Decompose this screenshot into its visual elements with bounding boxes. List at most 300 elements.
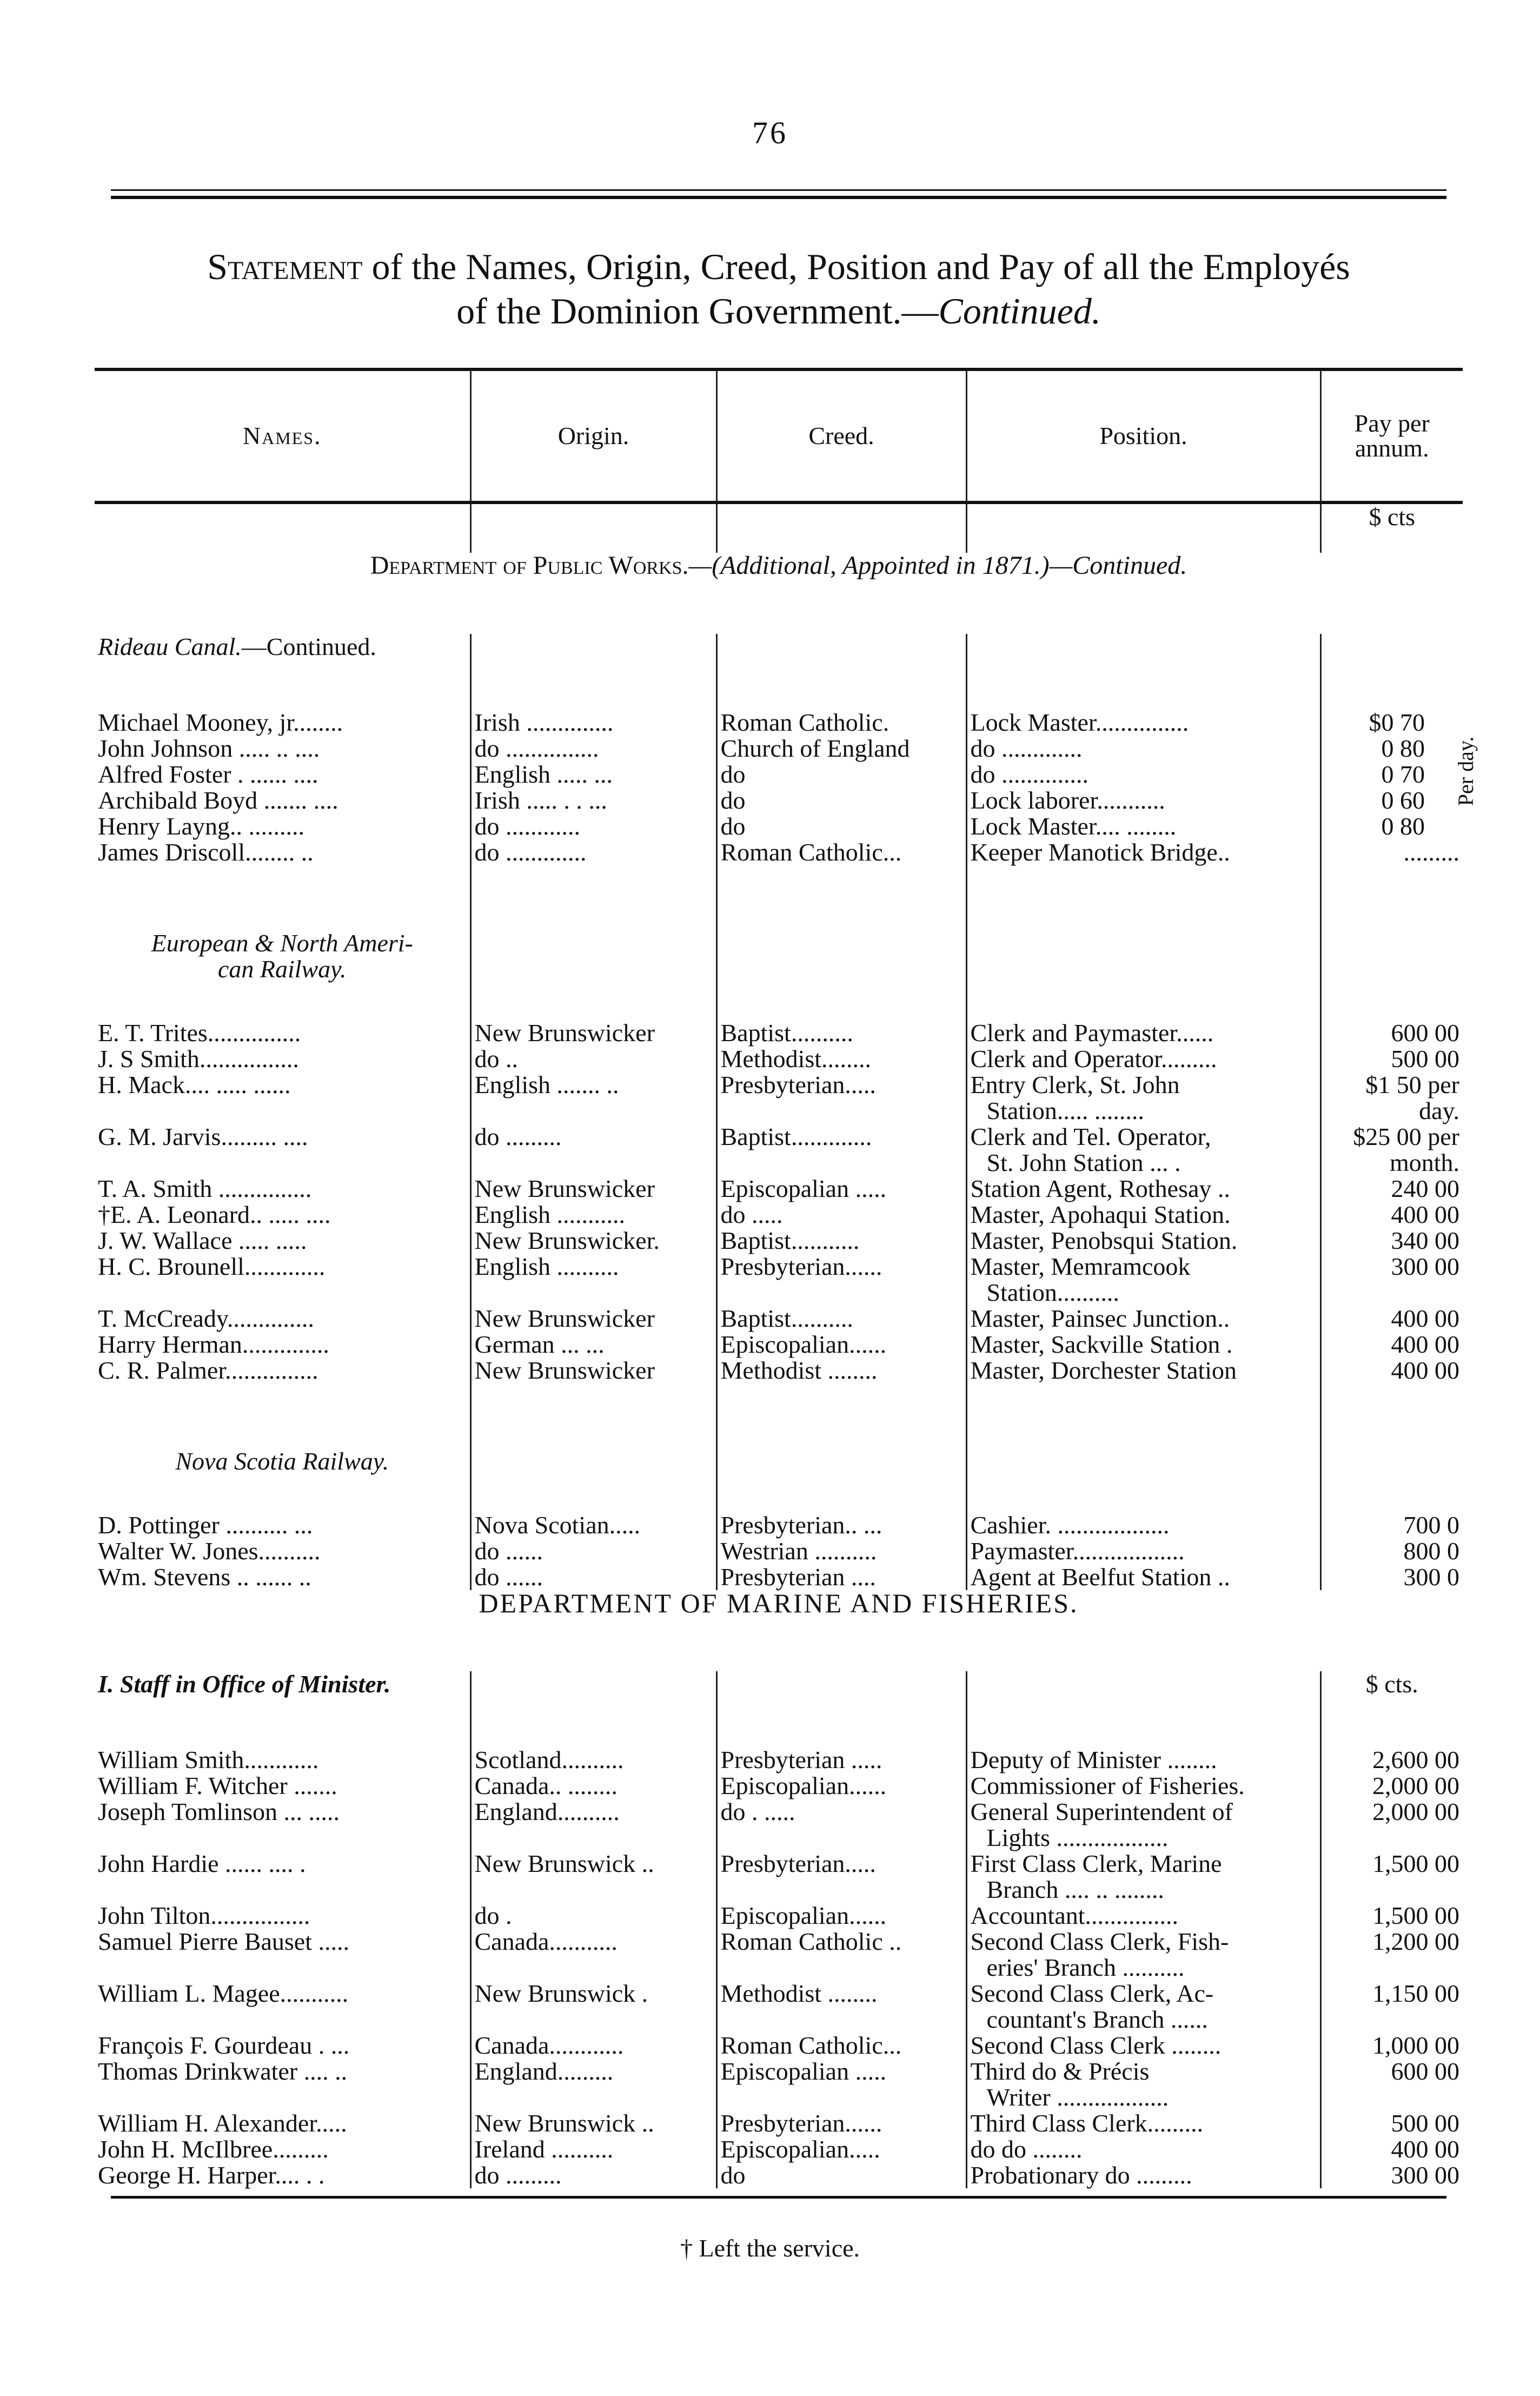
- col-creed: Creed.: [716, 369, 966, 502]
- name-cell-text: William F. Witcher .......: [98, 1772, 337, 1799]
- position-cell-text: First Class Clerk, Marine: [970, 1850, 1222, 1877]
- name-cell: [95, 2110, 470, 2136]
- top-rule-thick: [111, 196, 1446, 199]
- position-cell: [966, 736, 1320, 762]
- pay-cell: [1320, 1564, 1463, 1590]
- creed-cell-text: Episcopalian .....: [720, 1175, 887, 1202]
- pay-cell: [1320, 1020, 1463, 1046]
- name-cell: [95, 1072, 470, 1124]
- name-cell: [95, 1538, 470, 1564]
- origin-cell-text: England..........: [474, 1798, 620, 1825]
- dept-marine-title: DEPARTMENT OF MARINE AND FISHERIES.: [479, 1588, 1079, 1618]
- creed-cell-text: Baptist..........: [720, 1019, 853, 1047]
- name-cell-text: Thomas Drinkwater .... ..: [98, 2057, 348, 2085]
- pay-cell-text: 0 60: [1381, 786, 1425, 814]
- pay-cell: [1320, 1332, 1463, 1358]
- section-nova-scotia: [95, 1448, 1463, 1474]
- marine-pay-units: $ cts.: [1320, 1671, 1463, 1709]
- origin-cell: [470, 1903, 716, 1929]
- name-cell: [95, 2136, 470, 2162]
- creed-cell-text: Roman Catholic.: [720, 709, 890, 736]
- name-cell-text: C. R. Palmer...............: [98, 1356, 318, 1384]
- origin-cell-text: Ireland ..........: [474, 2135, 614, 2163]
- name-cell: [95, 1747, 470, 1773]
- origin-cell: [470, 1773, 716, 1799]
- creed-cell-text: Methodist ........: [720, 1980, 878, 2007]
- table-row: [95, 1072, 1463, 1124]
- origin-cell-text: Canada.. ........: [474, 1772, 618, 1799]
- pay-cell-text: 400 00: [1391, 1305, 1459, 1332]
- pay-cell: [1320, 1358, 1463, 1384]
- position-cell-text: Second Class Clerk, Fish-: [970, 1928, 1229, 1955]
- table-row: [95, 1799, 1463, 1851]
- origin-cell: [470, 1202, 716, 1228]
- origin-cell-text: do ............: [474, 812, 580, 840]
- pay-cell: [1320, 1306, 1463, 1332]
- position-cell: [966, 1851, 1320, 1903]
- name-cell-text: Alfred Foster . ...... ....: [98, 760, 318, 788]
- origin-cell-text: New Brunswicker: [474, 1305, 655, 1332]
- pay-cell-text-line2: 2,000 00: [1372, 1798, 1459, 1825]
- position-cell-text: Master, Sackville Station .: [970, 1331, 1233, 1358]
- name-cell-text: John H. McIlbree.........: [98, 2135, 329, 2163]
- name-cell-text: John Hardie ...... .... .: [98, 1850, 306, 1877]
- position-cell-text: Commissioner of Fisheries.: [970, 1772, 1245, 1799]
- table-row: [95, 1176, 1463, 1202]
- table-row: [95, 839, 1463, 865]
- name-cell-text: William H. Alexander.....: [98, 2109, 347, 2137]
- origin-cell-text: Canada...........: [474, 1928, 618, 1955]
- pay-units: $ cts: [1320, 502, 1463, 553]
- table-row: [95, 1851, 1463, 1903]
- origin-cell-text: New Brunswicker: [474, 1175, 655, 1202]
- table-row: [95, 1538, 1463, 1564]
- table-row: [95, 1903, 1463, 1929]
- creed-cell: [716, 813, 966, 839]
- creed-cell: [716, 2136, 966, 2162]
- name-cell: [95, 1512, 470, 1538]
- origin-cell-text: New Brunswicker: [474, 1019, 655, 1047]
- pay-cell: [1320, 1538, 1463, 1564]
- position-cell-text: Paymaster..................: [970, 1537, 1185, 1565]
- name-cell-text: E. T. Trites...............: [98, 1019, 301, 1047]
- creed-cell: [716, 2059, 966, 2110]
- position-cell: [966, 1773, 1320, 1799]
- name-cell-text: Wm. Stevens .. ...... ..: [98, 1563, 311, 1591]
- origin-cell: [470, 1046, 716, 1072]
- position-cell: [966, 1929, 1320, 1981]
- creed-cell-text: Baptist...........: [720, 1227, 860, 1254]
- position-cell: [966, 1306, 1320, 1332]
- origin-cell: [470, 1799, 716, 1851]
- pay-cell: [1320, 2110, 1463, 2136]
- creed-cell: [716, 1046, 966, 1072]
- origin-cell: [470, 2110, 716, 2136]
- creed-cell-text: Episcopalian .....: [720, 2057, 887, 2085]
- origin-cell-text: Canada............: [474, 2031, 624, 2059]
- employee-table: [95, 368, 1478, 2189]
- creed-cell: [716, 2110, 966, 2136]
- column-header-row: [95, 369, 1463, 502]
- origin-cell-text: do .: [474, 1902, 512, 1929]
- table-row: [95, 1228, 1463, 1254]
- position-cell: [966, 1981, 1320, 2033]
- creed-cell: [716, 1851, 966, 1903]
- creed-cell: [716, 1020, 966, 1046]
- creed-cell-text: Episcopalian......: [720, 1772, 887, 1799]
- creed-cell: [716, 1799, 966, 1851]
- origin-cell: [470, 1228, 716, 1254]
- creed-cell: [716, 1306, 966, 1332]
- position-cell: [966, 1228, 1320, 1254]
- origin-cell-text: English ...........: [474, 1201, 626, 1228]
- pay-cell-text: 300 0: [1403, 1563, 1459, 1591]
- pay-cell: [1320, 1228, 1463, 1254]
- pay-cell-text: 500 00: [1391, 2109, 1459, 2137]
- section-marine-staff: [95, 1671, 1463, 1709]
- name-cell-text: Harry Herman..............: [98, 1331, 329, 1358]
- pay-cell: [1320, 1903, 1463, 1929]
- creed-cell-text: do: [720, 2161, 746, 2189]
- origin-cell-text: do ......: [474, 1563, 543, 1591]
- pay-cell-text-line2: 1,200 00: [1372, 1928, 1459, 1955]
- name-cell: [95, 839, 470, 865]
- creed-cell-text: Baptist..........: [720, 1305, 853, 1332]
- position-cell-text: Clerk and Paymaster......: [970, 1019, 1214, 1047]
- origin-cell-text: Scotland..........: [474, 1746, 624, 1773]
- name-cell: [95, 762, 470, 787]
- position-cell: [966, 1538, 1320, 1564]
- name-cell: [95, 1773, 470, 1799]
- name-cell-text: William Smith............: [98, 1746, 319, 1773]
- top-rule-thin: [111, 189, 1446, 191]
- european-label-2: can Railway.: [217, 955, 347, 983]
- name-cell: [95, 1254, 470, 1306]
- pay-cell: [1320, 1773, 1463, 1799]
- rideau-label: Rideau Canal.: [98, 633, 242, 660]
- creed-cell: [716, 1929, 966, 1981]
- creed-cell-text: Presbyterian......: [720, 1253, 882, 1280]
- position-cell-text: Accountant...............: [970, 1902, 1179, 1929]
- creed-cell: [716, 1228, 966, 1254]
- creed-cell-text: Presbyterian.....: [720, 1071, 876, 1098]
- pay-cell-text-line2: 300 00: [1391, 1253, 1459, 1280]
- dept-pw-title: Department of Public Works.: [370, 551, 689, 580]
- table-row: [95, 1512, 1463, 1538]
- creed-cell: [716, 839, 966, 865]
- creed-cell-text: Roman Catholic ..: [720, 1928, 902, 1955]
- pay-cell: [1320, 1124, 1463, 1176]
- section-european: [95, 930, 1463, 982]
- name-cell: [95, 1020, 470, 1046]
- origin-cell: [470, 1176, 716, 1202]
- origin-cell: [470, 1358, 716, 1384]
- marine-staff-label: I. Staff in Office of Minister.: [98, 1670, 391, 1698]
- table-row: [95, 736, 1463, 762]
- name-cell: [95, 1903, 470, 1929]
- per-day-note: Per day.: [1453, 736, 1478, 806]
- pay-cell-text-line2: 600 00: [1391, 2057, 1459, 2085]
- name-cell-text: J. S Smith................: [98, 1045, 299, 1073]
- name-cell-text: †E. A. Leonard.. ..... ....: [98, 1201, 331, 1228]
- creed-cell-text: Methodist ........: [720, 1356, 878, 1384]
- table-row: [95, 2136, 1463, 2162]
- section-rideau: [95, 634, 1463, 672]
- position-cell-text: do do ........: [970, 2135, 1083, 2163]
- creed-cell-text: Presbyterian.. ...: [720, 1511, 882, 1539]
- nova-scotia-label: Nova Scotia Railway.: [175, 1447, 389, 1475]
- table-row: [95, 1981, 1463, 2033]
- position-cell-text: Agent at Beelfut Station ..: [970, 1563, 1230, 1591]
- nova-scotia-rows: [95, 1512, 1463, 1590]
- origin-cell: [470, 736, 716, 762]
- creed-cell-text: Episcopalian......: [720, 1331, 887, 1358]
- pay-cell-text: 400 00: [1391, 2135, 1459, 2163]
- origin-cell-text: Irish ..... . . ...: [474, 786, 607, 814]
- position-cell: [966, 1202, 1320, 1228]
- creed-cell-text: Presbyterian......: [720, 2109, 882, 2137]
- pay-cell: [1320, 1799, 1463, 1851]
- pay-cell-text: 2,000 00: [1372, 1772, 1459, 1799]
- table-row: [95, 1046, 1463, 1072]
- pay-cell-text: 300 00: [1391, 2161, 1459, 2189]
- position-cell-text: Entry Clerk, St. John: [970, 1071, 1180, 1098]
- origin-cell-text: English ..... ...: [474, 760, 613, 788]
- origin-cell-text: do .........: [474, 2161, 562, 2189]
- position-cell-text-line2: Writer ..................: [986, 2083, 1169, 2111]
- position-cell: [966, 813, 1320, 839]
- creed-cell-text: Roman Catholic...: [720, 2031, 902, 2059]
- name-cell: [95, 1306, 470, 1332]
- creed-cell: [716, 736, 966, 762]
- name-cell: [95, 1358, 470, 1384]
- position-cell: [966, 1747, 1320, 1773]
- creed-cell-text: Westrian ..........: [720, 1537, 877, 1565]
- name-cell-text: H. Mack.... ..... ......: [98, 1071, 291, 1098]
- pay-cell-text: 1,000 00: [1372, 2031, 1459, 2059]
- position-cell-text: Station Agent, Rothesay ..: [970, 1175, 1230, 1202]
- position-cell: [966, 1176, 1320, 1202]
- name-cell-text: Samuel Pierre Bauset .....: [98, 1928, 350, 1955]
- dept-pw-subtitle: —(Additional, Appointed in 1871.)—Continued.: [688, 551, 1187, 580]
- pay-cell: [1320, 1981, 1463, 2033]
- pay-cell: [1320, 1747, 1463, 1773]
- name-cell-text: John Johnson ..... .. ....: [98, 734, 320, 762]
- creed-cell: [716, 710, 966, 736]
- table-row: [95, 1747, 1463, 1773]
- position-cell-text: Master, Painsec Junction..: [970, 1305, 1230, 1332]
- origin-cell: [470, 2136, 716, 2162]
- origin-cell-text: Irish ..............: [474, 709, 614, 736]
- pay-cell: [1320, 1851, 1463, 1903]
- name-cell: [95, 1799, 470, 1851]
- creed-cell: [716, 1202, 966, 1228]
- name-cell: [95, 1046, 470, 1072]
- position-cell: [966, 1799, 1320, 1851]
- pay-cell: [1320, 736, 1463, 762]
- pay-cell: [1320, 1202, 1463, 1228]
- pay-cell: [1320, 1512, 1463, 1538]
- creed-cell: [716, 2162, 966, 2188]
- origin-cell: [470, 787, 716, 813]
- position-cell-text: Third Class Clerk.........: [970, 2109, 1204, 2137]
- creed-cell: [716, 1254, 966, 1306]
- position-cell: [966, 2110, 1320, 2136]
- name-cell-text: T. McCready..............: [98, 1305, 314, 1332]
- marine-rows: [95, 1747, 1463, 2188]
- creed-cell-text: Presbyterian ....: [720, 1563, 876, 1591]
- origin-cell: [470, 1020, 716, 1046]
- position-cell: [966, 839, 1320, 865]
- position-cell-text: General Superintendent of: [970, 1798, 1233, 1825]
- pay-cell-text: 1,500 00: [1372, 1902, 1459, 1929]
- creed-cell: [716, 1176, 966, 1202]
- pay-cell-text: 600 00: [1391, 1019, 1459, 1047]
- origin-cell: [470, 2162, 716, 2188]
- name-cell: [95, 2059, 470, 2110]
- pay-cell: [1320, 2059, 1463, 2110]
- pay-cell-text: 0 80: [1381, 734, 1425, 762]
- dept-public-works-heading: [95, 553, 1463, 634]
- creed-cell: [716, 1124, 966, 1176]
- position-cell-text: Clerk and Operator.........: [970, 1045, 1217, 1073]
- origin-cell-text: do ...............: [474, 734, 599, 762]
- position-cell-text: Third do & Précis: [970, 2057, 1150, 2085]
- creed-cell: [716, 787, 966, 813]
- pay-cell-text: 400 00: [1391, 1201, 1459, 1228]
- origin-cell-text: do ..: [474, 1045, 518, 1073]
- creed-cell-text: Presbyterian.....: [720, 1850, 876, 1877]
- pay-cell-text: 500 00: [1391, 1045, 1459, 1073]
- pay-cell-text-line2: month.: [1389, 1149, 1459, 1176]
- pay-cell: [1320, 1929, 1463, 1981]
- position-cell: [966, 1072, 1320, 1124]
- col-pay: Pay per annum.: [1320, 369, 1463, 502]
- pay-cell: [1320, 1072, 1463, 1124]
- origin-cell-text: New Brunswicker: [474, 1356, 655, 1384]
- table-row: [95, 710, 1463, 736]
- name-cell-text: Joseph Tomlinson ... .....: [98, 1798, 340, 1825]
- position-cell: [966, 787, 1320, 813]
- creed-cell-text: do: [720, 786, 746, 814]
- name-cell: [95, 2162, 470, 2188]
- table-row: [95, 1306, 1463, 1332]
- origin-cell-text: New Brunswick ..: [474, 1850, 654, 1877]
- origin-cell: [470, 1851, 716, 1903]
- rideau-rows: [95, 709, 1478, 866]
- pay-cell-text-line2: 1,150 00: [1372, 1980, 1459, 2007]
- origin-cell: [470, 839, 716, 865]
- name-cell-text: George H. Harper.... . .: [98, 2161, 325, 2189]
- position-cell-text: Deputy of Minister ........: [970, 1746, 1217, 1773]
- name-cell-text: James Driscoll........ ..: [98, 838, 314, 866]
- origin-cell-text: New Brunswick .: [474, 1980, 648, 2007]
- table-row: [95, 1020, 1463, 1046]
- creed-cell: [716, 1564, 966, 1590]
- position-cell: [966, 1046, 1320, 1072]
- name-cell: [95, 736, 470, 762]
- table-row: [95, 813, 1463, 839]
- pay-cell: [1320, 1176, 1463, 1202]
- table-row: [95, 1773, 1463, 1799]
- creed-cell-text: Church of England: [720, 734, 910, 762]
- table-row: [95, 2110, 1463, 2136]
- origin-cell: [470, 1929, 716, 1981]
- origin-cell: [470, 1306, 716, 1332]
- pay-cell-text: 400 00: [1391, 1331, 1459, 1358]
- position-cell: [966, 1254, 1320, 1306]
- position-cell-text: Second Class Clerk, Ac-: [970, 1980, 1214, 2007]
- origin-cell: [470, 1747, 716, 1773]
- origin-cell: [470, 1564, 716, 1590]
- name-cell: [95, 813, 470, 839]
- pay-cell: [1320, 762, 1463, 787]
- units-row: [95, 502, 1463, 553]
- creed-cell: [716, 762, 966, 787]
- table-row: [95, 2162, 1463, 2188]
- pay-cell-text: 240 00: [1391, 1175, 1459, 1202]
- position-cell-text: Cashier. ..................: [970, 1511, 1170, 1539]
- origin-cell: [470, 1512, 716, 1538]
- pay-cell-text: 800 0: [1403, 1537, 1459, 1565]
- name-cell-text: Walter W. Jones..........: [98, 1537, 321, 1565]
- creed-cell-text: do: [720, 760, 746, 788]
- name-cell-text: Michael Mooney, jr........: [98, 709, 343, 736]
- origin-cell: [470, 2059, 716, 2110]
- origin-cell-text: Nova Scotian.....: [474, 1511, 641, 1539]
- position-cell-text: Lock laborer...........: [970, 786, 1165, 814]
- name-cell: [95, 1564, 470, 1590]
- origin-cell: [470, 1072, 716, 1124]
- rideau-label-rest: —Continued.: [241, 633, 376, 660]
- position-cell: [966, 2136, 1320, 2162]
- position-cell-text-line2: Lights ..................: [986, 1824, 1169, 1851]
- name-cell: [95, 787, 470, 813]
- name-cell: [95, 1929, 470, 1981]
- position-cell-text-line2: Branch .... .. ........: [986, 1876, 1164, 1903]
- creed-cell: [716, 1332, 966, 1358]
- origin-cell: [470, 2033, 716, 2059]
- creed-cell: [716, 1747, 966, 1773]
- position-cell-text: Probationary do .........: [970, 2161, 1192, 2189]
- name-cell: [95, 1851, 470, 1903]
- name-cell-text: William L. Magee...........: [98, 1980, 349, 2007]
- european-rows: [95, 1020, 1463, 1384]
- position-cell-text: Master, Penobsqui Station.: [970, 1227, 1238, 1254]
- pay-cell: [1320, 1046, 1463, 1072]
- name-cell: [95, 2033, 470, 2059]
- origin-cell-text: do ......: [474, 1537, 543, 1565]
- origin-cell-text: New Brunswicker.: [474, 1227, 660, 1254]
- pay-cell: [1320, 2136, 1463, 2162]
- pay-cell-text: 340 00: [1391, 1227, 1459, 1254]
- position-cell: [966, 2059, 1320, 2110]
- position-cell-text: Lock Master.... ........: [970, 812, 1177, 840]
- name-cell-text: D. Pottinger .......... ...: [98, 1511, 313, 1539]
- name-cell-text: François F. Gourdeau . ...: [98, 2031, 350, 2059]
- creed-cell-text: do: [720, 812, 746, 840]
- position-cell: [966, 1564, 1320, 1590]
- title-continued: Continued.: [938, 290, 1101, 332]
- col-origin: Origin.: [470, 369, 716, 502]
- pay-cell-text: .........: [1403, 838, 1459, 866]
- title-line-2: [111, 289, 1446, 333]
- origin-cell-text: do .........: [474, 1123, 562, 1150]
- name-cell: [95, 1202, 470, 1228]
- name-cell-text: John Tilton................: [98, 1902, 310, 1929]
- dept-marine-heading: [95, 1590, 1463, 1671]
- origin-cell: [470, 1538, 716, 1564]
